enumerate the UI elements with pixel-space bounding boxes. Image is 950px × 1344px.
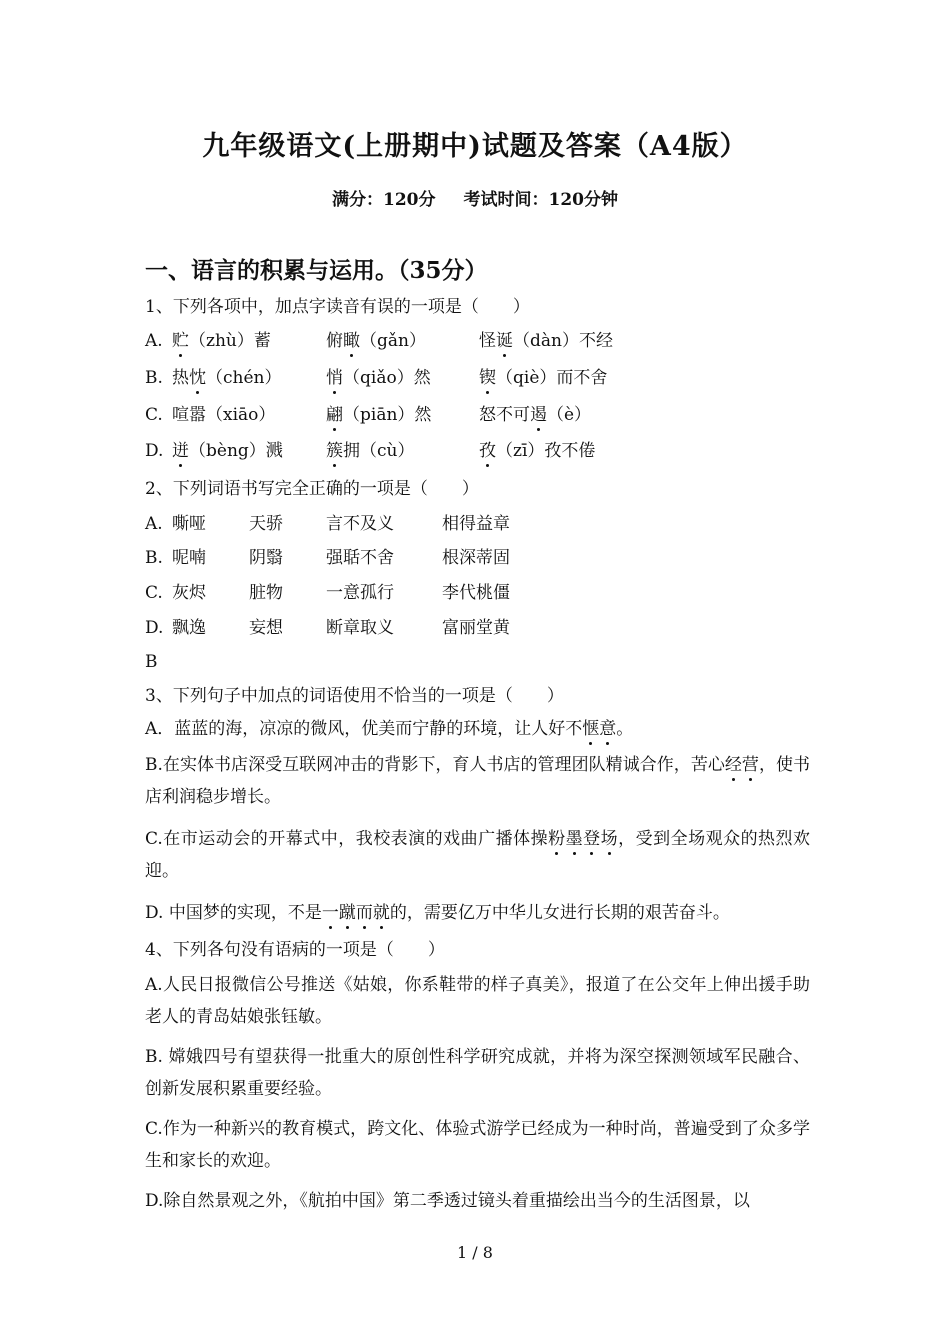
- q1-option-item: [326, 440, 414, 462]
- q2-word: 飘逸: [172, 618, 206, 638]
- page-number: 1 / 8: [457, 1243, 493, 1262]
- q1-option-item: [326, 404, 431, 426]
- q2-word: 脏物: [249, 583, 283, 603]
- q2-answer: B: [145, 652, 158, 672]
- q2-word: 李代桃僵: [442, 583, 510, 603]
- q2-option-label: A.: [145, 514, 163, 534]
- q1-option-item: [326, 330, 426, 352]
- q3-stem: 3、下列句子中加点的词语使用不恰当的一项是（ ）: [145, 686, 564, 706]
- q3-c-dotted: 粉墨登场: [548, 829, 619, 849]
- q1-option-item: [479, 440, 595, 462]
- q1-option-item: [172, 404, 275, 426]
- dotted-char: 诞: [496, 331, 513, 351]
- dotted-char: 贮: [172, 331, 189, 351]
- q4-option-b: B. 嫦娥四号有望获得一批重大的原创性科学研究成就，并将为深空探测领域军民融合、创新发展积累重要经验。: [145, 1047, 810, 1099]
- q1-option-label: B.: [145, 368, 163, 388]
- q2-word: 阴翳: [249, 548, 283, 568]
- exam-time: 考试时间：120分钟: [463, 190, 618, 210]
- q2-stem: 2、下列词语书写完全正确的一项是（ ）: [145, 479, 479, 499]
- q1-option-item: [172, 330, 271, 352]
- option-text: 喧嚣（xiāo）: [172, 405, 276, 425]
- q2-word: 根深蒂固: [442, 548, 510, 568]
- q2-word: 强聒不舍: [326, 548, 394, 568]
- option-text: 怪: [479, 331, 496, 351]
- q1-option-item: [172, 367, 281, 389]
- exam-info: [0, 185, 950, 210]
- dotted-char: 孜: [479, 441, 496, 461]
- dotted-char: 瞰: [343, 331, 360, 351]
- dotted-char: 翩: [326, 405, 343, 425]
- dotted-char: 悄: [326, 368, 343, 388]
- option-text: 俯: [326, 331, 343, 351]
- q1-option-label: A.: [145, 331, 163, 351]
- q2-word: 灰烬: [172, 583, 206, 603]
- q2-word: 相得益章: [442, 514, 510, 534]
- q4-option-a: A.人民日报微信公号推送《姑娘，你系鞋带的样子真美》，报道了在公交年上伸出援手助老人的青岛姑娘张钰敏。: [145, 975, 810, 1027]
- q1-option-label: C.: [145, 405, 163, 425]
- q2-option-label: D.: [145, 618, 164, 638]
- option-text: （dàn）不经: [513, 331, 613, 351]
- q4-option-d: D.除自然景观之外，《航拍中国》第二季透过镜头着重描绘出当今的生活图景，以: [145, 1191, 750, 1211]
- q2-word: 呢喃: [172, 548, 206, 568]
- dotted-char: 迸: [172, 441, 189, 461]
- option-text: （chén）: [206, 368, 282, 388]
- q2-word: 天骄: [249, 514, 283, 534]
- page-title: 九年级语文(上册期中)试题及答案（A4版）: [202, 131, 748, 162]
- dotted-char: 忱: [189, 368, 206, 388]
- option-text: （gǎn）: [360, 331, 426, 351]
- option-text: （zhù）蓄: [189, 331, 271, 351]
- option-text: （qiè）而不舍: [496, 368, 608, 388]
- option-text: 怒不可: [479, 405, 530, 425]
- q4-stem: 4、下列各句没有语病的一项是（ ）: [145, 940, 445, 960]
- q2-option-label: C.: [145, 583, 163, 603]
- dotted-char: 锲: [479, 368, 496, 388]
- option-text: （piān）然: [343, 405, 432, 425]
- q1-option-item: [326, 367, 431, 389]
- option-text: （bèng）溅: [189, 441, 283, 461]
- q3-d-dotted: 一蹴而就: [321, 903, 390, 923]
- q2-word: 富丽堂黄: [442, 618, 510, 638]
- q1-option-label: D.: [145, 441, 164, 461]
- option-text: （qiǎo）然: [343, 368, 431, 388]
- q2-option-label: B.: [145, 548, 163, 568]
- option-text: 拥（cù）: [343, 441, 415, 461]
- q1-option-item: [479, 367, 607, 389]
- q1-stem: 1、下列各项中，加点字读音有误的一项是（ ）: [145, 297, 530, 317]
- q3-option-b: B.在实体书店深受互联网冲击的背影下，育人书店的管理团队精诚合作，苦心经营，使书店利润稳步增长。: [145, 755, 810, 807]
- q3-b-dotted: 经营: [724, 755, 759, 775]
- dotted-char: 遏: [530, 405, 547, 425]
- q3-option-a: A．蓝蓝的海，凉凉的微风，优美而宁静的环境，让人好不惬意。: [145, 719, 634, 739]
- q1-option-item: [172, 440, 283, 462]
- q2-word: 一意孤行: [326, 583, 394, 603]
- option-text: （è）: [547, 405, 592, 425]
- q1-option-item: [479, 330, 613, 352]
- q4-option-c: C.作为一种新兴的教育模式，跨文化、体验式游学已经成为一种时尚，普遍受到了众多学生和家长的欢迎。: [145, 1119, 810, 1171]
- option-text: 热: [172, 368, 189, 388]
- q1-option-item: [479, 404, 591, 426]
- full-score: 满分：120分: [332, 190, 436, 210]
- q3-option-d: D. 中国梦的实现，不是一蹴而就的，需要亿万中华儿女进行长期的艰苦奋斗。: [145, 903, 730, 923]
- q2-word: 言不及义: [326, 514, 394, 534]
- section-heading: 一、语言的积累与运用。（35分）: [145, 257, 488, 284]
- q2-word: 妄想: [249, 618, 283, 638]
- dotted-char: 簇: [326, 441, 343, 461]
- q3-a-dotted: 惬意: [582, 719, 617, 739]
- q3-option-c: C.在市运动会的开幕式中，我校表演的戏曲广播体操粉墨登场，受到全场观众的热烈欢迎。: [145, 829, 811, 881]
- q2-word: 嘶哑: [172, 514, 206, 534]
- q2-word: 断章取义: [326, 618, 394, 638]
- option-text: （zī）孜不倦: [496, 441, 596, 461]
